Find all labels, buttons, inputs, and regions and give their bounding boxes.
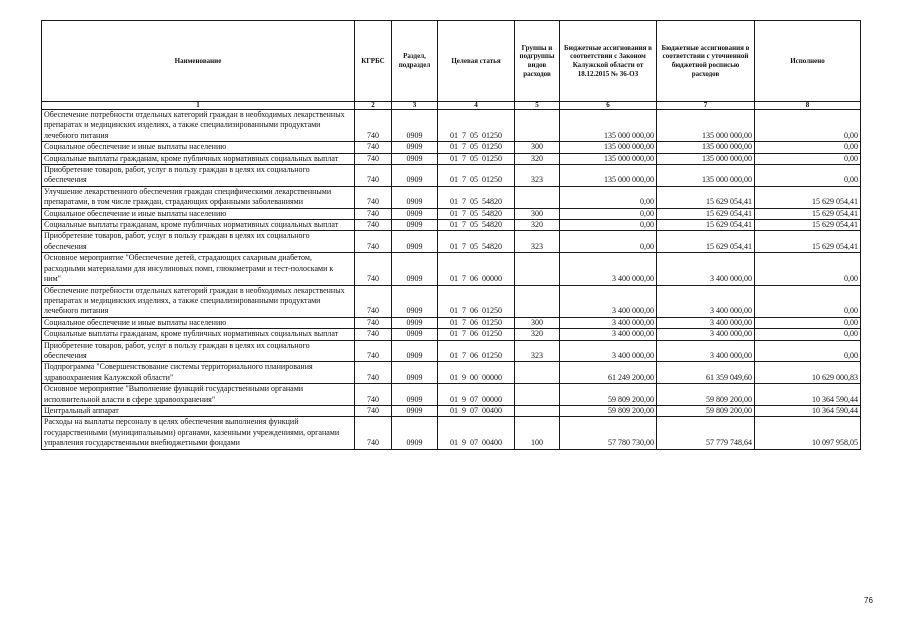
row-section: 0909 xyxy=(392,208,438,219)
row-section: 0909 xyxy=(392,186,438,208)
row-group: 323 xyxy=(515,165,560,187)
row-budget-revised: 3 400 000,00 xyxy=(657,340,755,362)
row-group: 320 xyxy=(515,329,560,340)
row-group xyxy=(515,362,560,384)
row-budget-law: 3 400 000,00 xyxy=(560,285,657,317)
row-budget-law: 57 780 730,00 xyxy=(560,417,657,449)
row-budget-law: 0,00 xyxy=(560,220,657,231)
table-row xyxy=(42,317,861,328)
row-name: Центральный аппарат xyxy=(42,405,355,416)
row-article: 01 7 05 54820 xyxy=(438,231,515,253)
row-name: Социальные выплаты гражданам, кроме публичных нормативных социальных выплат xyxy=(42,153,355,164)
row-group: 300 xyxy=(515,208,560,219)
row-budget-law: 135 000 000,00 xyxy=(560,110,657,142)
row-executed: 0,00 xyxy=(755,165,861,187)
row-budget-revised: 135 000 000,00 xyxy=(657,142,755,153)
row-name: Социальное обеспечение и иные выплаты населению xyxy=(42,142,355,153)
row-article: 01 9 00 00000 xyxy=(438,362,515,384)
table-row xyxy=(42,165,861,187)
row-name: Социальное обеспечение и иные выплаты населению xyxy=(42,317,355,328)
row-name: Расходы на выплаты персоналу в целях обеспечения выполнения функций государственными (муниципальными) органами, казенными учреждениями, органами управления государственными внебюджетными фондами xyxy=(42,417,355,449)
row-group: 320 xyxy=(515,153,560,164)
column-number: 4 xyxy=(438,102,515,110)
row-section: 0909 xyxy=(392,285,438,317)
row-budget-revised: 135 000 000,00 xyxy=(657,165,755,187)
table-row xyxy=(42,186,861,208)
row-budget-law: 61 249 200,00 xyxy=(560,362,657,384)
table-row xyxy=(42,253,861,285)
table-body xyxy=(42,110,861,450)
table-row xyxy=(42,417,861,449)
row-article: 01 7 06 01250 xyxy=(438,329,515,340)
row-name: Приобретение товаров, работ, услуг в пользу граждан в целях их социального обеспечения xyxy=(42,165,355,187)
row-budget-revised: 3 400 000,00 xyxy=(657,253,755,285)
row-kgrbs: 740 xyxy=(355,220,392,231)
row-group: 100 xyxy=(515,417,560,449)
row-kgrbs: 740 xyxy=(355,253,392,285)
row-article: 01 7 06 01250 xyxy=(438,340,515,362)
row-executed: 0,00 xyxy=(755,340,861,362)
row-name: Приобретение товаров, работ, услуг в пользу граждан в целях их социального обеспечения xyxy=(42,340,355,362)
column-number: 3 xyxy=(392,102,438,110)
table-row xyxy=(42,384,861,406)
row-executed: 15 629 054,41 xyxy=(755,220,861,231)
row-kgrbs: 740 xyxy=(355,384,392,406)
row-kgrbs: 740 xyxy=(355,231,392,253)
header-article: Целевая статья xyxy=(438,21,515,102)
column-number: 7 xyxy=(657,102,755,110)
row-article: 01 9 07 00000 xyxy=(438,384,515,406)
table-row xyxy=(42,405,861,416)
row-group xyxy=(515,110,560,142)
row-group: 300 xyxy=(515,142,560,153)
header-budget-revised: Бюджетные ассигнования в соответствии с уточненной бюджетной росписью расходов xyxy=(657,21,755,102)
row-executed: 15 629 054,41 xyxy=(755,231,861,253)
row-budget-law: 3 400 000,00 xyxy=(560,317,657,328)
row-kgrbs: 740 xyxy=(355,340,392,362)
row-budget-revised: 15 629 054,41 xyxy=(657,186,755,208)
row-kgrbs: 740 xyxy=(355,142,392,153)
row-executed: 0,00 xyxy=(755,329,861,340)
row-budget-law: 3 400 000,00 xyxy=(560,340,657,362)
row-executed: 0,00 xyxy=(755,253,861,285)
row-group: 320 xyxy=(515,220,560,231)
row-article: 01 7 05 54820 xyxy=(438,208,515,219)
table-row xyxy=(42,340,861,362)
row-article: 01 7 05 01250 xyxy=(438,153,515,164)
row-executed: 0,00 xyxy=(755,153,861,164)
row-executed: 0,00 xyxy=(755,110,861,142)
row-group: 323 xyxy=(515,231,560,253)
row-kgrbs: 740 xyxy=(355,165,392,187)
row-kgrbs: 740 xyxy=(355,317,392,328)
row-budget-law: 59 809 200,00 xyxy=(560,405,657,416)
row-group xyxy=(515,253,560,285)
budget-table xyxy=(41,20,861,450)
row-article: 01 7 05 01250 xyxy=(438,165,515,187)
row-name: Подпрограмма "Совершенствование системы территориального планирования здравоохранения Калужской области" xyxy=(42,362,355,384)
row-group xyxy=(515,285,560,317)
row-group: 300 xyxy=(515,317,560,328)
table-row xyxy=(42,285,861,317)
row-budget-revised: 15 629 054,41 xyxy=(657,231,755,253)
row-group: 323 xyxy=(515,340,560,362)
row-section: 0909 xyxy=(392,340,438,362)
row-section: 0909 xyxy=(392,329,438,340)
row-budget-law: 0,00 xyxy=(560,186,657,208)
row-executed: 0,00 xyxy=(755,142,861,153)
row-budget-revised: 3 400 000,00 xyxy=(657,317,755,328)
table-row xyxy=(42,110,861,142)
table-row xyxy=(42,153,861,164)
row-executed: 10 097 958,05 xyxy=(755,417,861,449)
row-budget-law: 59 809 200,00 xyxy=(560,384,657,406)
header-section: Раздел, подраздел xyxy=(392,21,438,102)
table-row xyxy=(42,208,861,219)
row-group xyxy=(515,186,560,208)
row-name: Социальные выплаты гражданам, кроме публичных нормативных социальных выплат xyxy=(42,220,355,231)
row-kgrbs: 740 xyxy=(355,329,392,340)
row-kgrbs: 740 xyxy=(355,405,392,416)
row-name: Обеспечение потребности отдельных категорий граждан в необходимых лекарственных препаратах и медицинских изделиях, а также специализированными продуктами лечебного питания xyxy=(42,285,355,317)
row-budget-law: 0,00 xyxy=(560,208,657,219)
row-name: Улучшение лекарственного обеспечения граждан специфическими лекарственными препаратами, в том числе граждан, страдающих орфанными заболеваниями xyxy=(42,186,355,208)
row-name: Основное мероприятие "Выполнение функций государственными органами исполнительной власти в сфере здравоохранения" xyxy=(42,384,355,406)
column-number: 1 xyxy=(42,102,355,110)
row-kgrbs: 740 xyxy=(355,186,392,208)
row-budget-law: 135 000 000,00 xyxy=(560,142,657,153)
page-number: 76 xyxy=(864,596,873,605)
row-executed: 10 629 000,83 xyxy=(755,362,861,384)
row-kgrbs: 740 xyxy=(355,110,392,142)
row-section: 0909 xyxy=(392,417,438,449)
row-kgrbs: 740 xyxy=(355,362,392,384)
row-budget-law: 3 400 000,00 xyxy=(560,329,657,340)
row-name: Приобретение товаров, работ, услуг в пользу граждан в целях их социального обеспечения xyxy=(42,231,355,253)
table-row xyxy=(42,142,861,153)
row-kgrbs: 740 xyxy=(355,208,392,219)
row-article: 01 7 05 54820 xyxy=(438,186,515,208)
row-kgrbs: 740 xyxy=(355,153,392,164)
row-article: 01 7 06 01250 xyxy=(438,317,515,328)
row-article: 01 7 05 01250 xyxy=(438,142,515,153)
table-row xyxy=(42,329,861,340)
row-budget-revised: 61 359 049,60 xyxy=(657,362,755,384)
row-group xyxy=(515,384,560,406)
row-name: Основное мероприятие "Обеспечение детей, страдающих сахарным диабетом, расходными материалами для инсулиновых помп, глюкометрами и тест-полосками к ним" xyxy=(42,253,355,285)
row-group xyxy=(515,405,560,416)
table-row xyxy=(42,231,861,253)
row-article: 01 9 07 00400 xyxy=(438,417,515,449)
row-budget-revised: 15 629 054,41 xyxy=(657,220,755,231)
row-article: 01 7 05 01250 xyxy=(438,110,515,142)
row-section: 0909 xyxy=(392,153,438,164)
row-name: Социальное обеспечение и иные выплаты населению xyxy=(42,208,355,219)
column-number: 6 xyxy=(560,102,657,110)
row-executed: 10 364 590,44 xyxy=(755,405,861,416)
row-budget-law: 135 000 000,00 xyxy=(560,165,657,187)
row-section: 0909 xyxy=(392,384,438,406)
row-section: 0909 xyxy=(392,110,438,142)
row-kgrbs: 740 xyxy=(355,285,392,317)
row-section: 0909 xyxy=(392,142,438,153)
row-kgrbs: 740 xyxy=(355,417,392,449)
row-executed: 15 629 054,41 xyxy=(755,208,861,219)
column-number-row xyxy=(42,102,861,110)
row-executed: 0,00 xyxy=(755,317,861,328)
row-budget-revised: 3 400 000,00 xyxy=(657,285,755,317)
row-budget-revised: 135 000 000,00 xyxy=(657,110,755,142)
header-row xyxy=(42,21,861,102)
row-section: 0909 xyxy=(392,253,438,285)
row-section: 0909 xyxy=(392,405,438,416)
row-name: Социальные выплаты гражданам, кроме публичных нормативных социальных выплат xyxy=(42,329,355,340)
row-article: 01 9 07 00400 xyxy=(438,405,515,416)
row-section: 0909 xyxy=(392,165,438,187)
row-section: 0909 xyxy=(392,362,438,384)
row-budget-law: 135 000 000,00 xyxy=(560,153,657,164)
row-budget-revised: 59 809 200,00 xyxy=(657,405,755,416)
row-executed: 10 364 590,44 xyxy=(755,384,861,406)
column-number: 2 xyxy=(355,102,392,110)
row-budget-revised: 59 809 200,00 xyxy=(657,384,755,406)
header-name: Наименование xyxy=(42,21,355,102)
row-budget-revised: 135 000 000,00 xyxy=(657,153,755,164)
row-section: 0909 xyxy=(392,220,438,231)
header-group: Группы и подгруппы видов расходов xyxy=(515,21,560,102)
header-executed: Исполнено xyxy=(755,21,861,102)
row-budget-revised: 3 400 000,00 xyxy=(657,329,755,340)
row-budget-law: 0,00 xyxy=(560,231,657,253)
row-article: 01 7 06 01250 xyxy=(438,285,515,317)
row-executed: 0,00 xyxy=(755,285,861,317)
row-executed: 15 629 054,41 xyxy=(755,186,861,208)
row-budget-law: 3 400 000,00 xyxy=(560,253,657,285)
row-budget-revised: 57 779 748,64 xyxy=(657,417,755,449)
row-name: Обеспечение потребности отдельных категорий граждан в необходимых лекарственных препаратах и медицинских изделиях, а также специализированными продуктами лечебного питания xyxy=(42,110,355,142)
column-number: 8 xyxy=(755,102,861,110)
table-row xyxy=(42,220,861,231)
row-budget-revised: 15 629 054,41 xyxy=(657,208,755,219)
table-row xyxy=(42,362,861,384)
header-budget-law: Бюджетные ассигнования в соответствии с Законом Калужской области от 18.12.2015 № 36-ОЗ xyxy=(560,21,657,102)
row-section: 0909 xyxy=(392,231,438,253)
row-article: 01 7 06 00000 xyxy=(438,253,515,285)
row-section: 0909 xyxy=(392,317,438,328)
header-kgrbs: КГРБС xyxy=(355,21,392,102)
row-article: 01 7 05 54820 xyxy=(438,220,515,231)
column-number: 5 xyxy=(515,102,560,110)
